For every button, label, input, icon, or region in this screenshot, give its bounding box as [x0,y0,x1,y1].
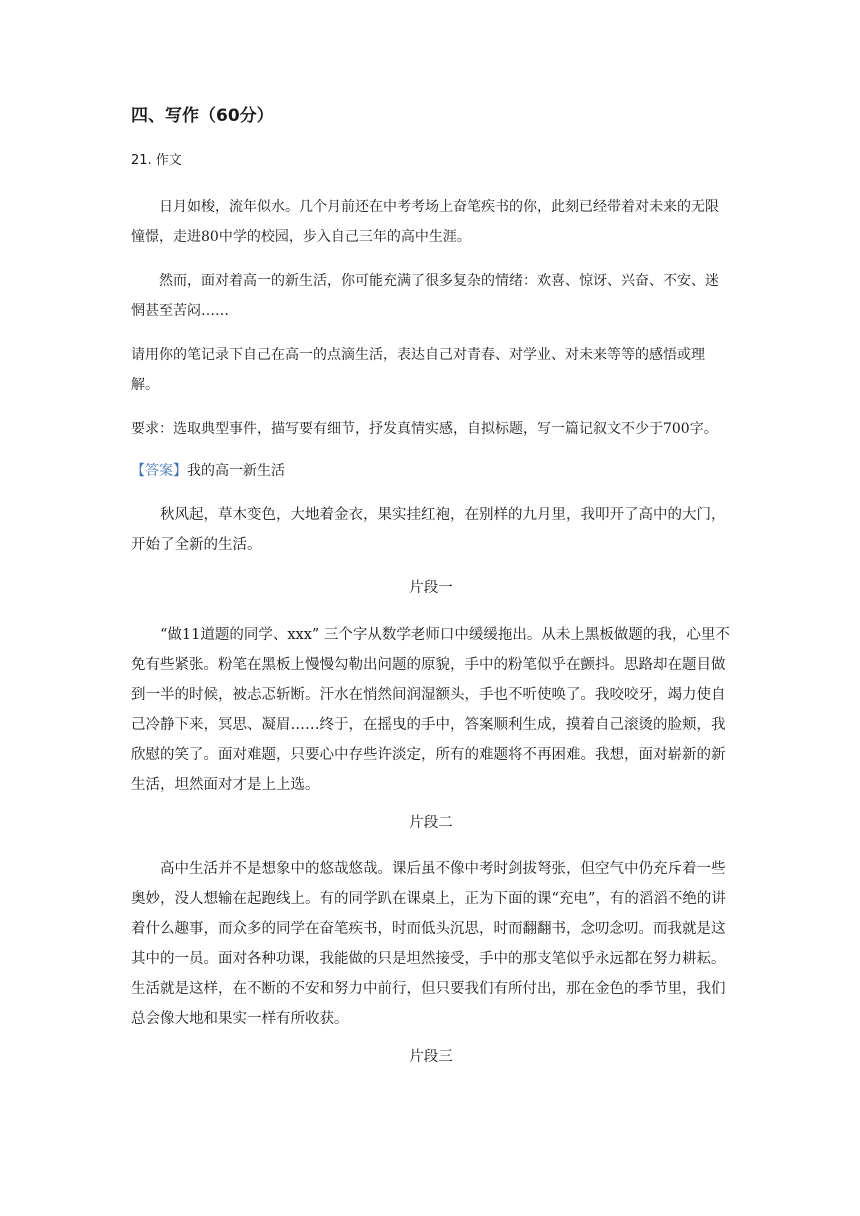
essay-intro: 秋风起，草木变色，大地着金衣，果实挂红袍，在别样的九月里，我叩开了高中的大门，开始了全新的生活。 [131,507,726,553]
fragment-heading: 片段一 [409,580,453,596]
question-number: 21. 作文 [131,153,182,168]
essay-paragraph: “做11道题的同学、xxx” 三个字从数学老师口中缓缓拖出。从未上黑板做题的我，心里不免有些紧张。粉笔在黑板上慢慢勾勒出问题的原貌，手中的粉笔似乎在颤抖。思路却在题目做到一半的时候，被忐忑斩断。汗水在悄然间润湿额头，手也不听使唤了。我咬咬牙，竭力使自己冷静下来，冥思、凝眉……终于，在摇曳的手中，答案顺利生成，摸着自己滚烫的脸颊，我欣慰的笑了。面对难题，只要心中存些许淡定，所有的难题将不再困难。我想，面对崭新的新生活，坦然面对才是上上选。 [131,627,730,793]
answer-label: 【答案】 [131,463,187,479]
prompt-paragraph: 日月如梭，流年似水。几个月前还在中考考场上奋笔疾书的你，此刻已经带着对未来的无限憧憬，走进80中学的校园，步入自己三年的高中生涯。 [131,199,719,245]
essay-paragraph: 高中生活并不是想象中的悠哉悠哉。课后虽不像中考时剑拔弩张，但空气中仍充斥着一些奥妙，没人想输在起跑线上。有的同学趴在课桌上，正为下面的课“充电”，有的滔滔不绝的讲着什么趣事，而众多的同学在奋笔疾书，时而低头沉思，时而翻翻书，念叨念叨。而我就是这其中的一员。面对各种功课，我能做的只是坦然接受，手中的那支笔似乎永远都在努力耕耘。生活就是这样，在不断的不安和努力中前行，但只要我们有所付出，那在金色的季节里，我们总会像大地和果实一样有所收获。 [131,861,726,1027]
fragment-heading: 片段二 [409,815,453,831]
essay-title: 我的高一新生活 [187,463,285,479]
section-title: 四、写作（60分） [131,106,274,126]
fragment-heading: 片段三 [409,1049,453,1065]
writing-requirement: 要求：选取典型事件，描写要有细节，抒发真情实感，自拟标题，写一篇记叙文不少于700字。 [131,421,718,437]
answer-heading [131,456,731,486]
prompt-paragraph: 然而，面对着高一的新生活，你可能充满了很多复杂的情绪：欢喜、惊讶、兴奋、不安、迷惘甚至苦闷…… [131,273,719,319]
writing-instruction: 请用你的笔记录下自己在高一的点滴生活，表达自己对青春、对学业、对未来等等的感悟或理解。 [131,347,705,393]
